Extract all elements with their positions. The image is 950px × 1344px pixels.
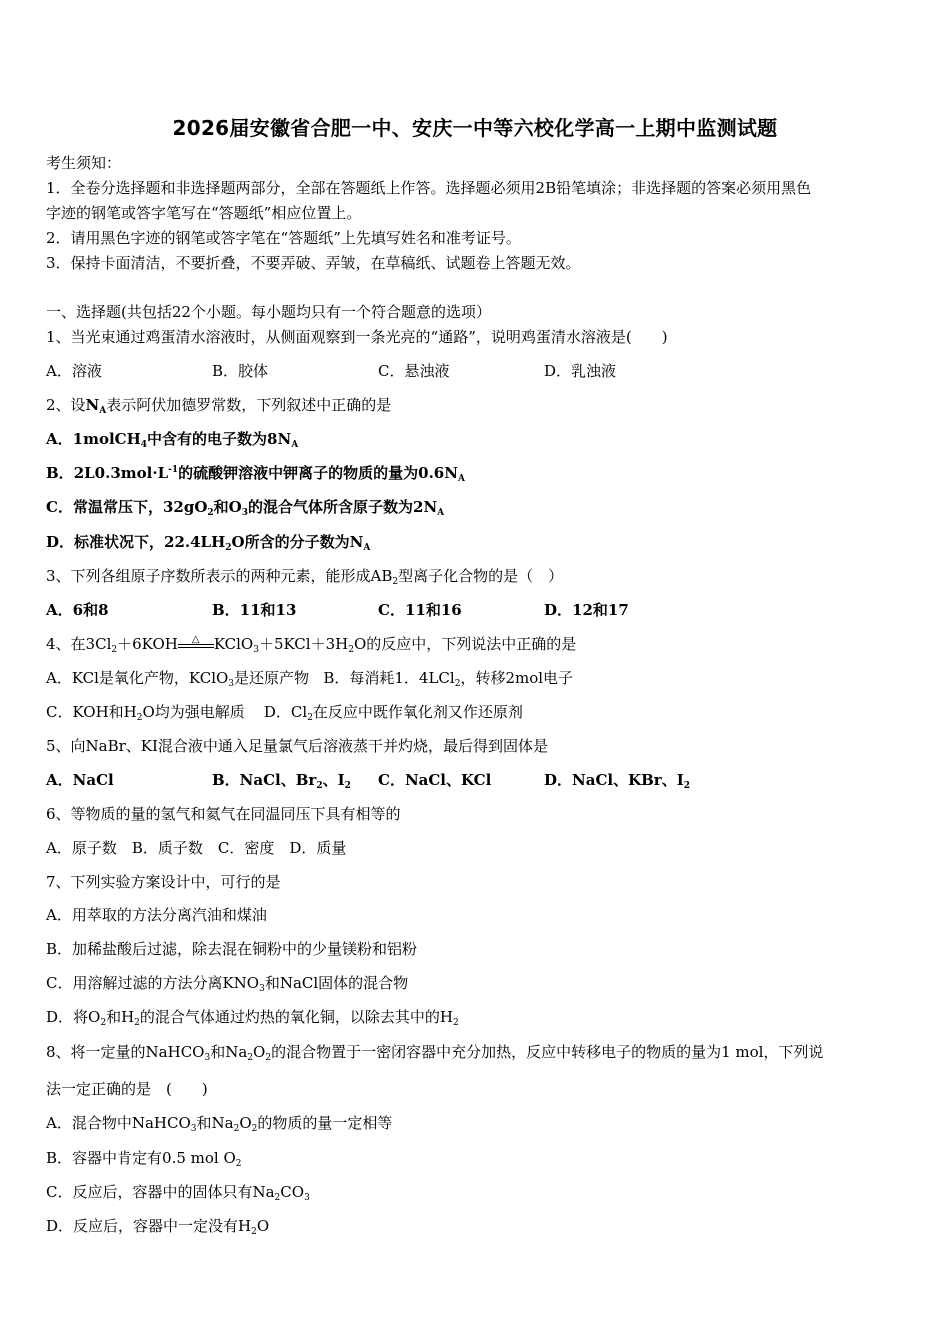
q2-option-d[interactable]: D．标准状况下，$22.4LH_2O$所含的分子数为$N_A$ (46, 533, 371, 553)
question-2-stem: 2、设$N_A$表示阿伏加德罗常数，下列叙述中正确的是 (46, 396, 392, 416)
q5-option-c[interactable]: C．NaCl、KCl (378, 771, 492, 789)
q3-option-c[interactable]: C．11和16 (378, 601, 462, 619)
q2-option-b[interactable]: B．$2L0.3mol\cdot L^{-1}$的硫酸钾溶液中钾离子的物质的量为$0.6N_A$ (46, 464, 465, 484)
question-1-options (46, 361, 616, 381)
q5-option-b[interactable]: B．NaCl、$Br_2$、$I_2$ (212, 771, 351, 791)
q1-option-b[interactable]: B．胶体 (212, 362, 269, 380)
notice-item-2: 2．请用黑色字迹的钢笔或答字笔在“答题纸”上先填写姓名和准考证号。 (46, 229, 521, 247)
q1-option-c[interactable]: C．悬浊液 (378, 362, 450, 380)
notice-item-1: 1．全卷分选择题和非选择题两部分，全部在答题纸上作答。选择题必须用2B铅笔填涂；非选择题的答案必须用黑色 (46, 179, 812, 197)
q1-option-d[interactable]: D．乳浊液 (544, 362, 617, 380)
question-5-options (46, 770, 690, 790)
q4-option-c[interactable]: C．KOH和$H_2O$均为强电解质 (46, 703, 245, 723)
question-3-options (46, 600, 629, 620)
q3-option-a[interactable]: A．6和8 (46, 601, 109, 619)
q4-option-a[interactable]: A．KCl是氧化产物，KClO$_3$是还原产物 (46, 669, 310, 689)
q4-option-b[interactable]: B．每消耗1．4LCl$_2$，转移2mol电子 (323, 669, 574, 689)
question-7-stem: 7、下列实验方案设计中，可行的是 (46, 873, 281, 891)
q7-option-a[interactable]: A．用萃取的方法分离汽油和煤油 (46, 906, 267, 924)
q8-option-a[interactable]: A．混合物中NaHCO$_3$和$Na_2O_2$的物质的量一定相等 (46, 1114, 393, 1134)
q4-option-d[interactable]: D．$Cl_2$在反应中既作氧化剂又作还原剂 (263, 703, 523, 723)
q8-option-c[interactable]: C．反应后，容器中的固体只有$Na_2CO_3$ (46, 1183, 310, 1203)
notice-item-3: 3．保持卡面清洁，不要折叠，不要弄破、弄皱，在草稿纸、试题卷上答题无效。 (46, 254, 581, 272)
q7-option-c[interactable]: C．用溶解过滤的方法分离$KNO_3$和NaCl固体的混合物 (46, 974, 409, 994)
q7-option-d[interactable]: D．将$O_2$和$H_2$的混合气体通过灼热的氧化铜，以除去其中的$H_2$ (46, 1008, 459, 1028)
notice-heading: 考生须知： (46, 154, 122, 172)
q8-option-b[interactable]: B．容器中肯定有0.5 mol $O_2$ (46, 1149, 242, 1169)
q2-option-c[interactable]: C．常温常压下，$32gO_2$和$O_3$的混合气体所含原子数为$2N_A$ (46, 498, 445, 518)
q3-option-b[interactable]: B．11和13 (212, 601, 297, 619)
question-4-options-cd (46, 702, 523, 722)
q7-option-b[interactable]: B．加稀盐酸后过滤，除去混在铜粉中的少量镁粉和铝粉 (46, 940, 418, 958)
question-6-options[interactable]: A．原子数 B．质子数 C．密度 D．质量 (46, 839, 347, 857)
section-heading: 一、选择题(共包括22个小题。每小题均只有一个符合题意的选项） (46, 303, 491, 321)
q5-option-d[interactable]: D．NaCl、KBr、$I_2$ (544, 771, 690, 791)
q1-option-a[interactable]: A．溶液 (46, 362, 102, 380)
question-4-stem: 4、在$3Cl_2+6KOH$ △ $KClO_3+5KCl+3H_2O$的反应中，下列说法中正确的是 (46, 634, 577, 655)
question-4-options-ab (46, 668, 573, 688)
question-8-stem: 8、将一定量的NaHCO$_3$和$Na_2O_2$的混合物置于一密闭容器中充分加热，反应中转移电子的物质的量为1 mol，下列说 (46, 1043, 824, 1063)
q3-option-d[interactable]: D．12和17 (544, 601, 629, 619)
question-8-stem-cont: 法一定正确的是 ( ) (46, 1080, 208, 1098)
notice-item-1-cont: 字迹的钢笔或答字笔写在“答题纸”相应位置上。 (46, 204, 362, 222)
q2-option-a[interactable]: A．1molCH$_4$中含有的电子数为$8N_A$ (46, 430, 299, 450)
page-title: 2026届安徽省合肥一中、安庆一中等六校化学高一上期中监测试题 (172, 116, 778, 140)
heat-equals-sign: △ (178, 636, 214, 650)
question-3-stem: 3、下列各组原子序数所表示的两种元素，能形成$AB_2$型离子化合物的是（ ） (46, 567, 564, 587)
question-5-stem: 5、向NaBr、KI混合液中通入足量氯气后溶液蒸干并灼烧，最后得到固体是 (46, 737, 548, 755)
question-6-stem: 6、等物质的量的氢气和氦气在同温同压下具有相等的 (46, 805, 401, 823)
q8-option-d[interactable]: D．反应后，容器中一定没有$H_2O$ (46, 1217, 270, 1237)
question-1-stem: 1、当光束通过鸡蛋清水溶液时，从侧面观察到一条光亮的“通路”，说明鸡蛋清水溶液是( ) (46, 328, 668, 346)
q5-option-a[interactable]: A．NaCl (46, 771, 114, 789)
